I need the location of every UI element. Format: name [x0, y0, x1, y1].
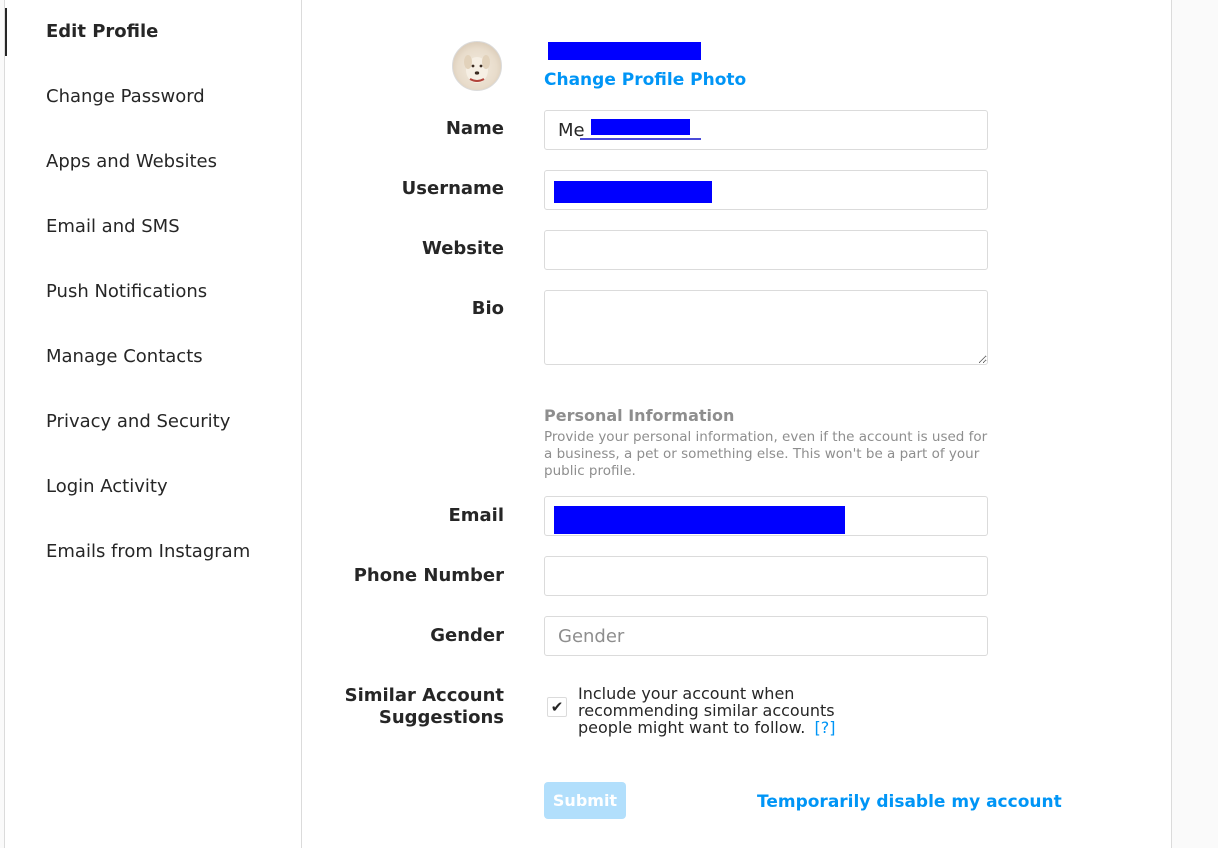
sidebar-item-apps-and-websites[interactable]: Apps and Websites	[46, 151, 217, 172]
similar-accounts-checkbox[interactable]	[547, 697, 567, 717]
gender-label: Gender	[430, 625, 504, 646]
sidebar-item-manage-contacts[interactable]: Manage Contacts	[46, 346, 203, 367]
phone-number-input[interactable]	[544, 556, 988, 596]
similar-accounts-text: Include your account when recommending similar accounts people might want to follow.	[578, 684, 835, 737]
submit-button[interactable]: Submit	[544, 782, 626, 819]
name-redaction	[591, 119, 690, 135]
similar-label-line1: Similar Account	[344, 685, 504, 706]
similar-label-line2: Suggestions	[378, 707, 504, 728]
bio-label: Bio	[471, 298, 504, 319]
settings-sidebar	[5, 0, 302, 848]
gender-input[interactable]	[544, 616, 988, 656]
sidebar-item-login-activity[interactable]: Login Activity	[46, 476, 168, 497]
change-profile-photo-link[interactable]: Change Profile Photo	[544, 70, 747, 90]
sidebar-item-emails-from-instagram[interactable]: Emails from Instagram	[46, 541, 251, 562]
phone-number-label: Phone Number	[353, 565, 504, 586]
dog-photo-icon	[453, 42, 501, 90]
similar-accounts-text-block	[578, 685, 848, 736]
sidebar-item-edit-profile[interactable]: Edit Profile	[5, 8, 301, 56]
help-link[interactable]: [?]	[814, 718, 836, 737]
similar-account-suggestions-label	[304, 685, 504, 729]
personal-info-description: Provide your personal information, even if the account is used for a business, a pet or something else. This won't be a part of your public profile.	[544, 429, 988, 479]
sidebar-item-email-and-sms[interactable]: Email and SMS	[46, 216, 180, 237]
website-label: Website	[421, 238, 504, 259]
temporarily-disable-account-link[interactable]: Temporarily disable my account	[757, 792, 1062, 812]
checkmark-icon: ✔	[550, 698, 564, 716]
username-label: Username	[401, 178, 504, 199]
email-label: Email	[448, 505, 504, 526]
website-input[interactable]	[544, 230, 988, 270]
username-redaction	[554, 181, 712, 203]
email-redaction	[554, 506, 845, 534]
sidebar-item-privacy-and-security[interactable]: Privacy and Security	[46, 411, 231, 432]
avatar[interactable]	[452, 41, 502, 91]
sidebar-item-change-password[interactable]: Change Password	[46, 86, 205, 107]
username-header-remnant	[546, 56, 701, 61]
name-label: Name	[445, 118, 504, 139]
bio-textarea[interactable]	[544, 290, 988, 365]
sidebar-item-push-notifications[interactable]: Push Notifications	[46, 281, 208, 302]
personal-info-title: Personal Information	[544, 406, 735, 425]
name-strike-line	[580, 138, 701, 140]
